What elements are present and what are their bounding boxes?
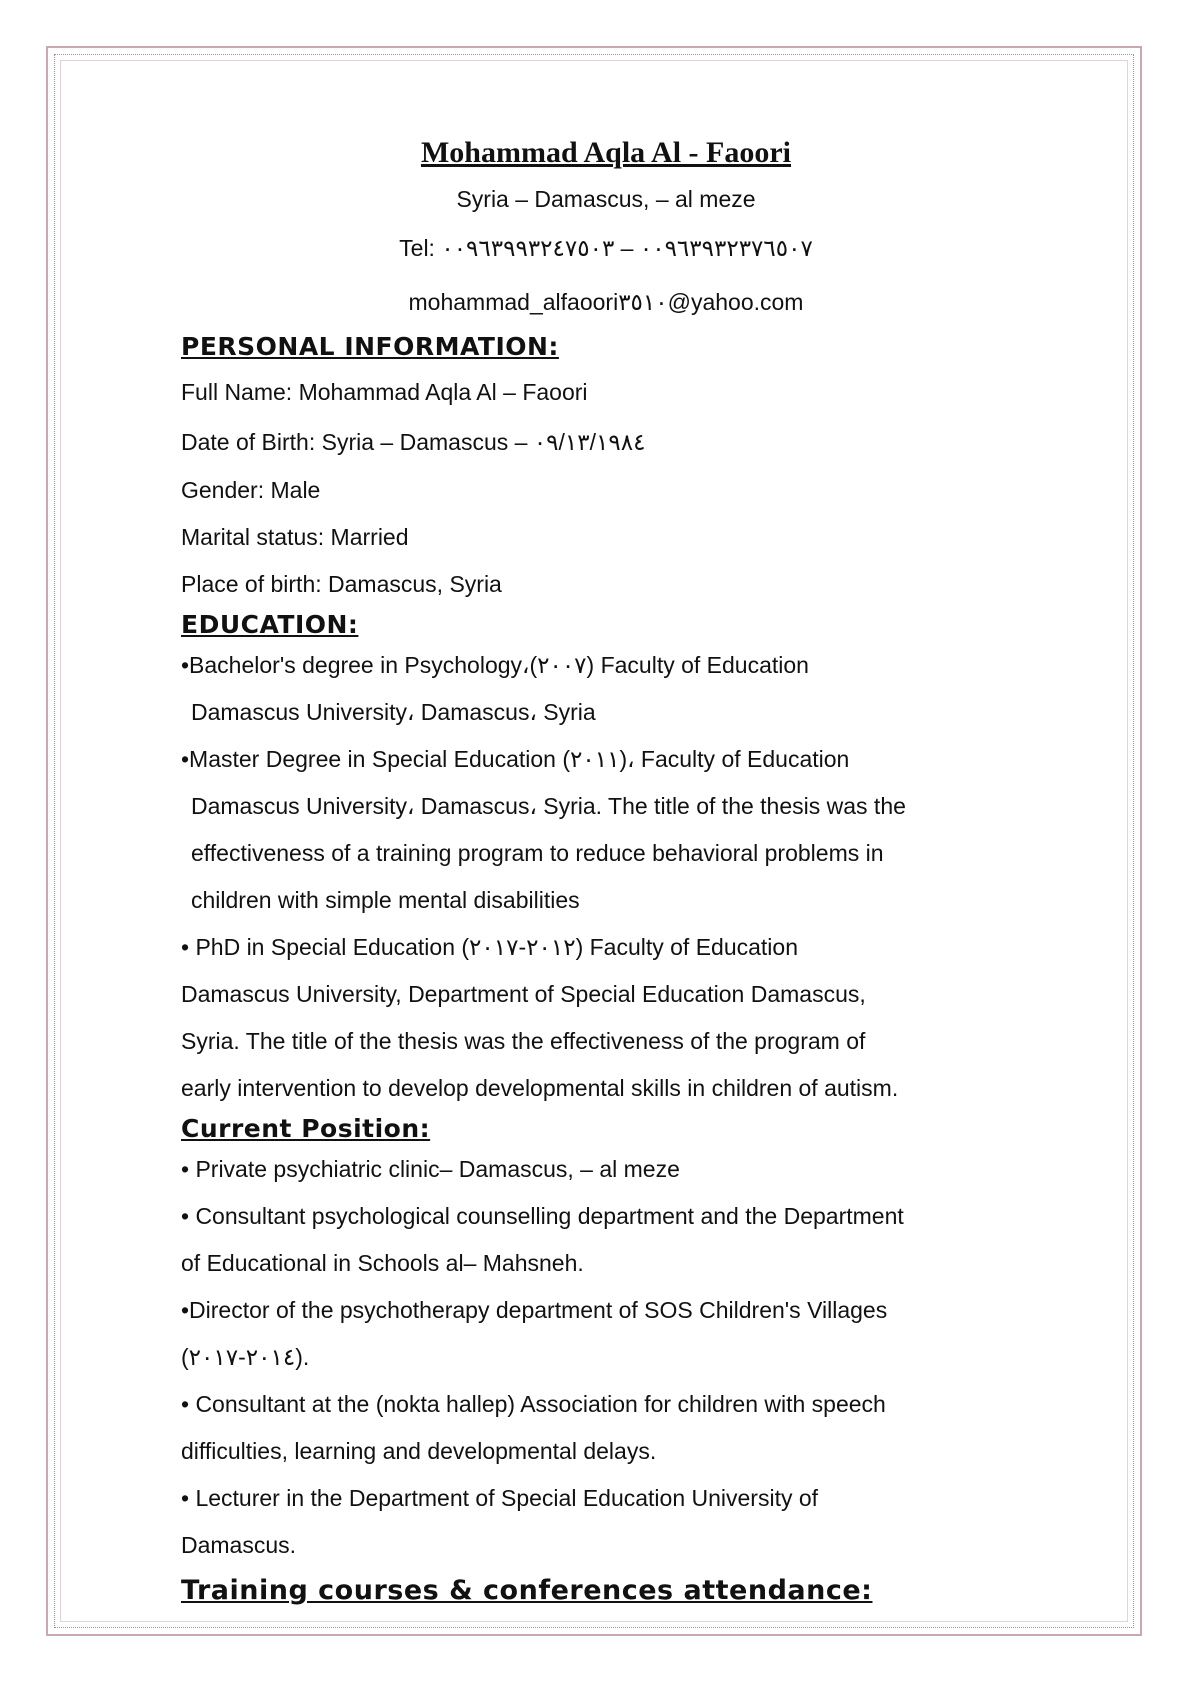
- education-line: • PhD in Special Education (٢٠١٢-٢٠١٧) Faculty of Education: [181, 934, 799, 960]
- gender: Gender: Male: [181, 477, 321, 503]
- education-line: Damascus University, Department of Special Education Damascus,: [181, 981, 866, 1007]
- position-line: (٢٠١٤-٢٠١٧).: [181, 1344, 310, 1370]
- full-name: Full Name: Mohammad Aqla Al – Faoori: [181, 379, 588, 405]
- place-of-birth: Place of birth: Damascus, Syria: [181, 571, 502, 597]
- position-line: of Educational in Schools al– Mahsneh.: [181, 1250, 584, 1276]
- email-address: mohammad_alfaoori٣٥١٠@yahoo.com: [408, 289, 804, 315]
- position-line: •Director of the psychotherapy department of SOS Children's Villages: [181, 1297, 888, 1323]
- education-line: Damascus University، Damascus، Syria: [191, 699, 596, 725]
- education-heading: EDUCATION:: [181, 610, 359, 639]
- education-line: •Master Degree in Special Education (٢٠١١)، Faculty of Education: [181, 746, 850, 772]
- position-line: • Consultant at the (nokta hallep) Association for children with speech: [181, 1391, 886, 1417]
- education-line: early intervention to develop developmental skills in children of autism.: [181, 1075, 899, 1101]
- current-position-heading: Current Position:: [181, 1114, 431, 1143]
- date-of-birth: Date of Birth: Syria – Damascus – ٠٩/١٣/١٩٨٤: [181, 429, 646, 455]
- position-line: difficulties, learning and developmental delays.: [181, 1438, 657, 1464]
- position-line: • Private psychiatric clinic– Damascus, – al meze: [181, 1156, 680, 1182]
- address: Syria – Damascus, – al meze: [456, 186, 756, 212]
- person-name: Mohammad Aqla Al - Faoori: [420, 136, 791, 169]
- education-line: •Bachelor's degree in Psychology،(٢٠٠٧) Faculty of Education: [181, 652, 809, 678]
- personal-information-heading: PERSONAL INFORMATION:: [181, 332, 559, 361]
- education-line: children with simple mental disabilities: [191, 887, 580, 913]
- position-line: • Lecturer in the Department of Special Education University of: [181, 1485, 819, 1511]
- education-line: Syria. The title of the thesis was the effectiveness of the program of: [181, 1028, 866, 1054]
- cv-content: [181, 132, 1031, 1611]
- position-line: Damascus.: [181, 1532, 297, 1558]
- phone-numbers: Tel: ٠٠٩٦٣٩٣٢٣٧٦٥٠٧ – ٠٠٩٦٣٩٩٣٢٤٧٥٠٣: [399, 235, 813, 261]
- education-line: Damascus University، Damascus، Syria. The title of the thesis was the: [191, 793, 906, 819]
- training-heading: Training courses & conferences attendance:: [181, 1575, 873, 1606]
- education-line: effectiveness of a training program to reduce behavioral problems in: [191, 840, 884, 866]
- cv-header: [181, 132, 1031, 327]
- position-line: • Consultant psychological counselling department and the Department: [181, 1203, 904, 1229]
- marital-status: Marital status: Married: [181, 524, 409, 550]
